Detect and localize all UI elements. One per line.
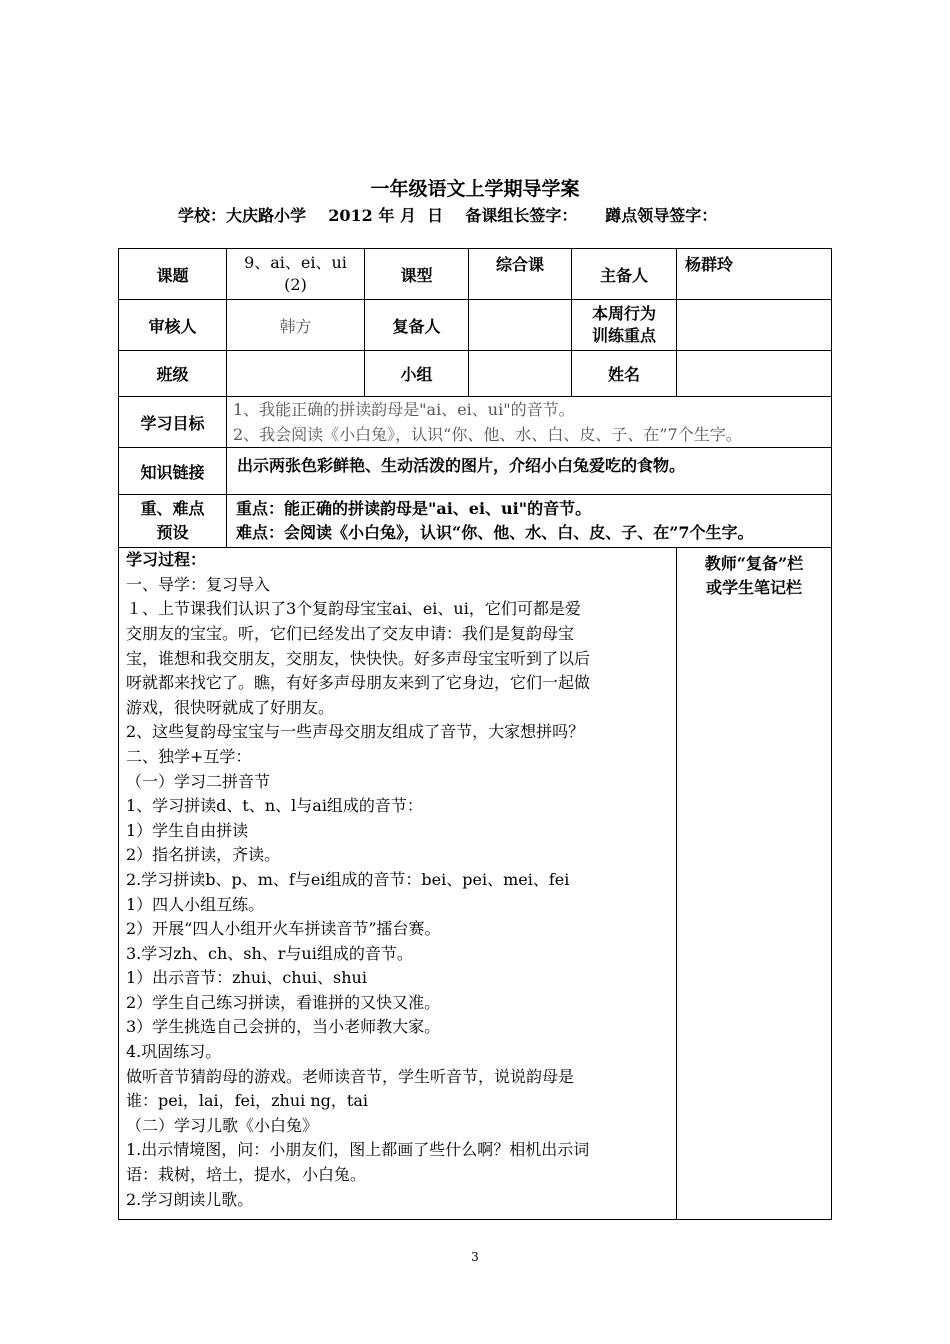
process-line: 2、这些复韵母宝宝与一些声母交朋友组成了音节，大家想拼吗？ <box>126 722 585 742</box>
process-line: 交朋友的宝宝。听，它们已经发出了交友申请：我们是复韵母宝 <box>126 623 575 643</box>
row-process <box>119 548 832 1220</box>
row-topic <box>119 249 832 300</box>
row-class <box>119 351 832 397</box>
class-value <box>227 351 365 397</box>
topic-value-line1: 9、ai、ei、ui <box>244 253 347 272</box>
notes-header-line1: 教师“复备”栏 <box>704 554 804 574</box>
process-line: 1）学生自由拼读 <box>126 820 249 840</box>
process-line: 1、学习拼读d、t、n、l与ai组成的音节： <box>126 796 423 816</box>
process-line: 呀就都来找它了。瞧，有好多声母朋友来到了它身边，它们一起做 <box>126 673 591 693</box>
process-content <box>119 548 677 1220</box>
re-preparer-value <box>469 300 572 351</box>
notes-column <box>677 548 832 1220</box>
process-line: 2）开展“四人小组开火车拼读音节”擂台赛。 <box>126 919 441 939</box>
row-reviewer <box>119 300 832 351</box>
process-line: 谁：pei，lai，fei，zhui ng，tai <box>126 1091 368 1111</box>
process-line: （一）学习二拼音节 <box>126 771 271 791</box>
topic-label: 课题 <box>119 249 227 300</box>
weekly-focus-label <box>572 300 677 351</box>
preparer-value: 杨群玲 <box>677 249 832 300</box>
page-number: 3 <box>471 1250 479 1264</box>
process-line: 1）出示音节：zhui、chui、shui <box>126 968 367 988</box>
topic-value <box>227 249 365 300</box>
difficult-point: 难点：会阅读《小白兔》，认识“你、他、水、白、皮、子、在”7个生字。 <box>236 523 754 543</box>
keypoints-label-line1: 重、难点 <box>140 499 205 519</box>
process-heading: 学习过程： <box>126 550 207 570</box>
process-line: 游戏，很快呀就成了好朋友。 <box>126 697 335 717</box>
process-line: 1）四人小组互练。 <box>126 894 265 914</box>
reviewer-value: 韩方 <box>227 300 365 351</box>
keypoints-label-line2: 预设 <box>156 523 189 543</box>
type-value: 综合课 <box>469 249 572 300</box>
topic-value-line2: (2) <box>284 275 307 294</box>
notes-header-line2: 或学生笔记栏 <box>705 578 802 598</box>
class-label: 班级 <box>119 351 227 397</box>
process-line: 2）指名拼读，齐读。 <box>126 845 281 865</box>
row-knowledge <box>119 448 832 495</box>
process-line: （二）学习儿歌《小白兔》 <box>126 1115 319 1135</box>
goal-line-1: 1、我能正确的拼读韵母是"ai、ei、ui"的音节。 <box>233 400 575 419</box>
name-label: 姓名 <box>572 351 677 397</box>
page-title: 一年级语文上学期导学案 <box>370 178 580 200</box>
lesson-plan-table <box>118 248 832 1220</box>
page-subtitle: 学校：大庆路小学 2012 年 月 日 备课组长签字： 蹲点领导签字： <box>178 206 718 225</box>
reviewer-label: 审核人 <box>119 300 227 351</box>
knowledge-label: 知识链接 <box>119 448 227 495</box>
process-line: 二、独学+互学： <box>126 746 252 766</box>
process-line: 1.出示情境图，问：小朋友们，图上都画了些什么啊？相机出示词 <box>126 1140 590 1160</box>
row-keypoints <box>119 495 832 548</box>
goals-label: 学习目标 <box>119 397 227 448</box>
goal-line-2: 2、我会阅读《小白兔》，认识“你、他、水、白、皮、子、在”7个生字。 <box>233 424 742 444</box>
type-label: 课型 <box>365 249 469 300</box>
weekly-focus-label-line1: 本周行为 <box>591 304 656 323</box>
group-label: 小组 <box>365 351 469 397</box>
process-line: 2.学习拼读b、p、m、f与ei组成的音节：bei、pei、mei、fei <box>126 869 570 889</box>
knowledge-content: 出示两张色彩鲜艳、生动活泼的图片，介绍小白兔爱吃的食物。 <box>227 448 832 495</box>
group-value <box>469 351 572 397</box>
row-goals <box>119 397 832 448</box>
preparer-label: 主备人 <box>572 249 677 300</box>
process-line: 3.学习zh、ch、sh、r与ui组成的音节。 <box>126 943 413 963</box>
keypoints-content <box>227 495 832 548</box>
process-line: 2.学习朗读儿歌。 <box>126 1189 254 1209</box>
process-line: １、上节课我们认识了3个复韵母宝宝ai、ei、ui，它们可都是爱 <box>126 599 581 619</box>
weekly-focus-value <box>677 300 832 351</box>
re-preparer-label: 复备人 <box>365 300 469 351</box>
process-line: 3）学生挑选自己会拼的，当小老师教大家。 <box>126 1017 441 1037</box>
key-point: 重点：能正确的拼读韵母是"ai、ei、ui"的音节。 <box>236 499 592 519</box>
process-line: 语：栽树，培土，提水，小白兔。 <box>126 1165 367 1185</box>
process-line: 做听音节猜韵母的游戏。老师读音节，学生听音节，说说韵母是 <box>126 1066 575 1086</box>
name-value <box>677 351 832 397</box>
keypoints-label <box>119 495 227 548</box>
process-line: 2）学生自己练习拼读，看谁拼的又快又准。 <box>126 992 441 1012</box>
process-line: 宝，谁想和我交朋友，交朋友，快快快。好多声母宝宝听到了以后 <box>126 648 591 668</box>
goals-content <box>227 397 832 448</box>
process-line: 一、导学：复习导入 <box>126 574 271 594</box>
weekly-focus-label-line2: 训练重点 <box>591 326 656 345</box>
process-line: 4.巩固练习。 <box>126 1042 222 1062</box>
